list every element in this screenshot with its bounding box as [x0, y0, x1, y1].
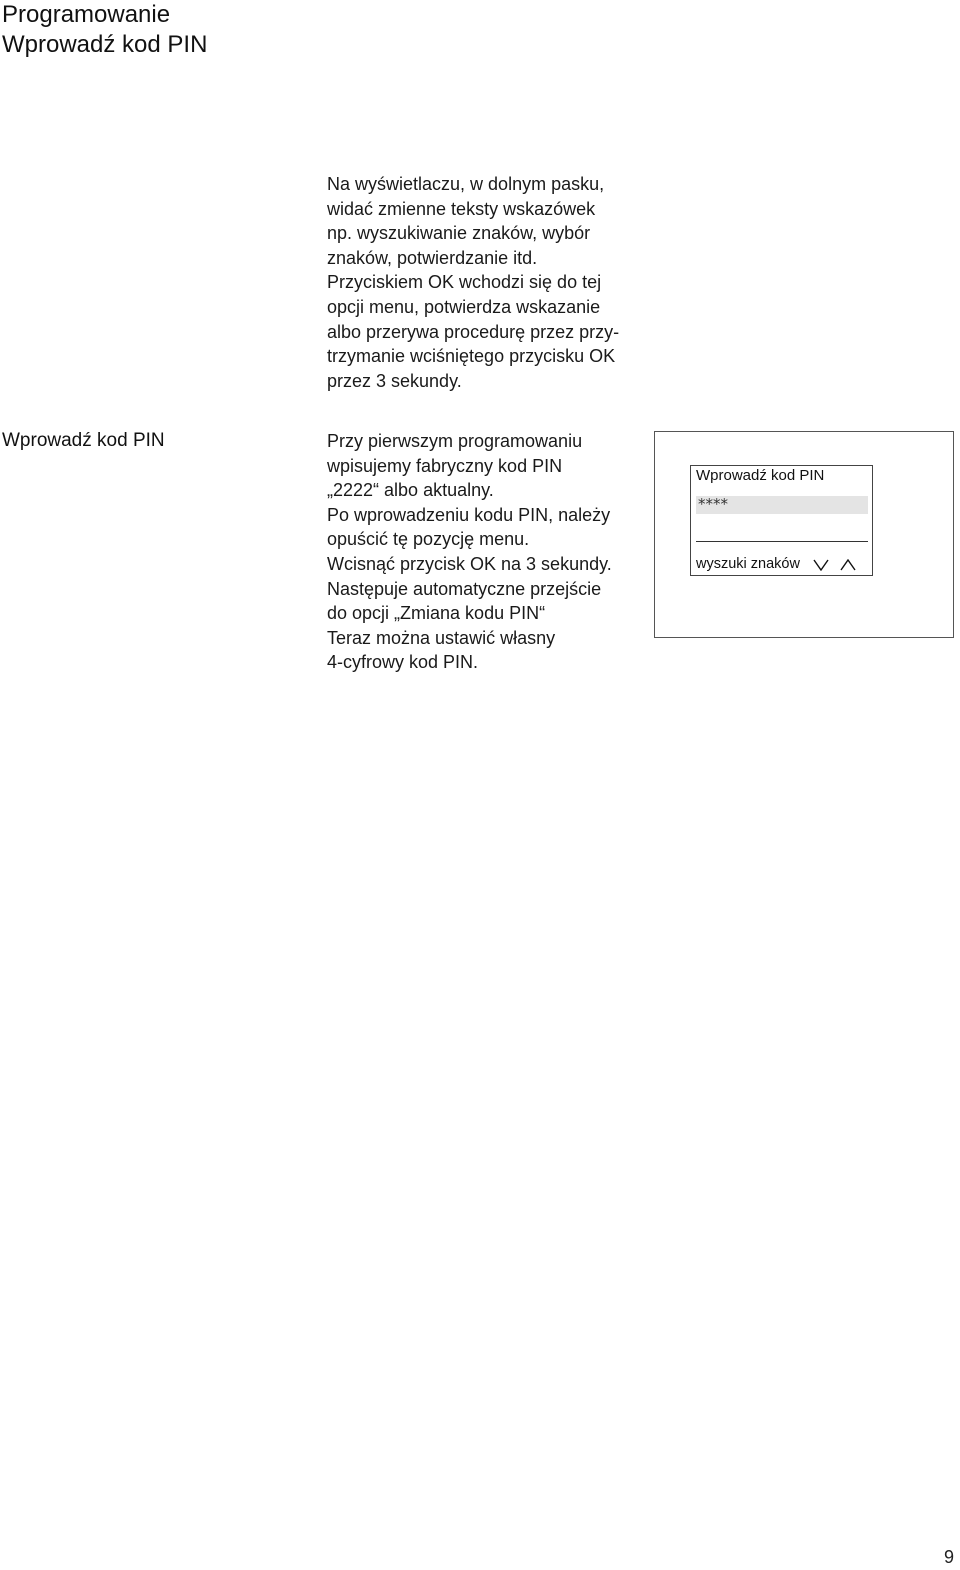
intro-line: trzymanie wciśniętego przycisku OK: [327, 346, 616, 367]
display-title: Wprowadź kod PIN: [696, 467, 825, 484]
pin-input-field: [696, 496, 868, 514]
section-line: do opcji „Zmiana kodu PIN“: [327, 603, 546, 624]
section-line: „2222“ albo aktualny.: [327, 480, 494, 501]
intro-line: opcji menu, potwierdza wskazanie: [327, 296, 601, 317]
intro-line: Na wyświetlaczu, w dolnym pasku,: [327, 174, 605, 194]
intro-paragraph: [327, 172, 637, 393]
section-line: Po wprowadzeniu kodu PIN, należy: [327, 504, 611, 525]
section-title: Wprowadź kod PIN: [2, 31, 208, 58]
section-line: 4-cyfrowy kod PIN.: [327, 652, 479, 673]
section-side-label: Wprowadź kod PIN: [2, 430, 165, 451]
display-hint-text: wyszuki znaków: [696, 556, 800, 572]
intro-line: Przyciskiem OK wchodzi się do tej: [327, 272, 602, 293]
pin-masked-value: ****: [698, 495, 728, 513]
section-line: Teraz można ustawić własny: [327, 627, 556, 648]
section-line: Wcisnąć przycisk OK na 3 sekundy.: [327, 553, 612, 574]
section-paragraph: [327, 429, 637, 675]
intro-line: widać zmienne teksty wskazówek: [327, 198, 596, 219]
page-number: 9: [944, 1547, 955, 1567]
section-line: wpisujemy fabryczny kod PIN: [327, 455, 563, 476]
intro-line: albo przerywa procedurę przez przy-: [327, 321, 620, 342]
device-display: [690, 465, 873, 576]
intro-line: przez 3 sekundy.: [327, 370, 462, 391]
page-header: [2, 0, 207, 60]
chevron-up-icon: [840, 559, 856, 571]
display-divider: [696, 541, 868, 542]
section-line: opuścić tę pozycję menu.: [327, 529, 530, 550]
section-line: Następuje automatyczne przejście: [327, 578, 602, 599]
intro-line: znaków, potwierdzanie itd.: [327, 247, 538, 268]
section-line: Przy pierwszym programowaniu: [327, 431, 583, 451]
intro-line: np. wyszukiwanie znaków, wybór: [327, 223, 591, 244]
chevron-down-icon: [813, 559, 829, 571]
chapter-title: Programowanie: [2, 1, 171, 28]
